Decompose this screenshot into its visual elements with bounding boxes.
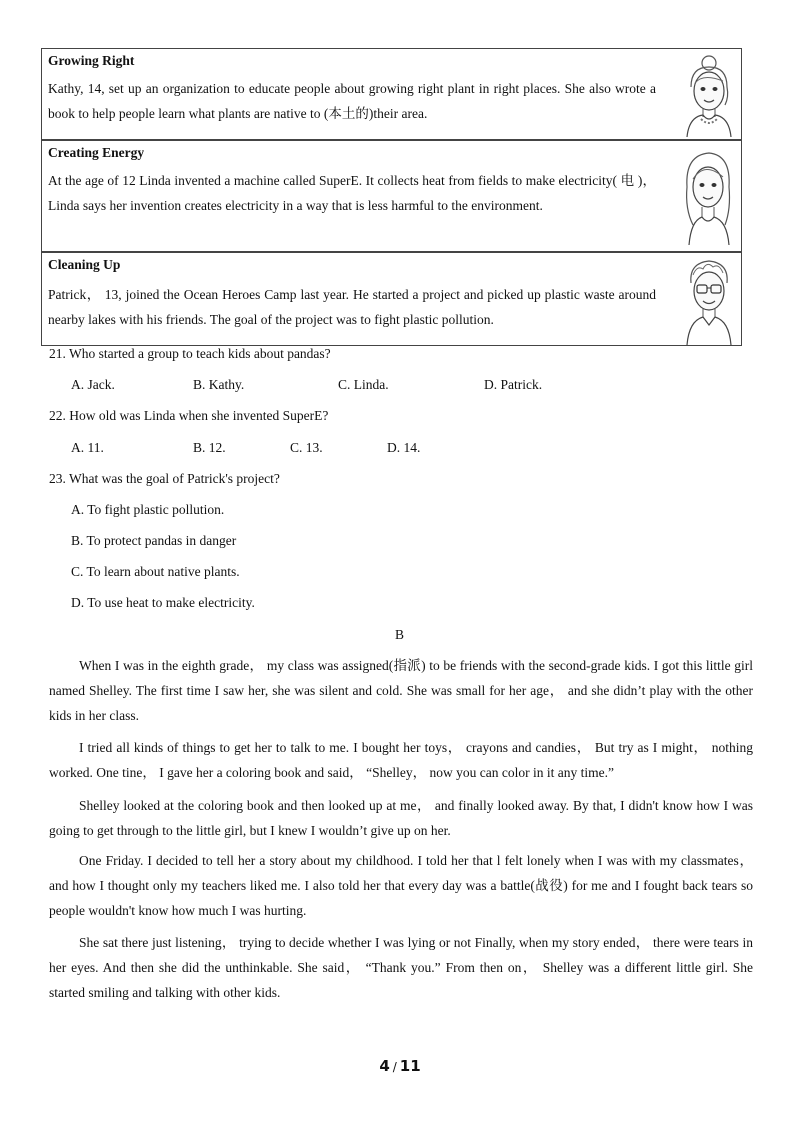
boy-with-glasses-portrait-icon <box>679 255 735 345</box>
page-total: 11 <box>399 1057 421 1075</box>
section-heading: B <box>395 627 405 642</box>
answer-option: C. Linda. <box>338 377 389 392</box>
answer-option: A. Jack. <box>71 377 115 392</box>
answer-option: D. To use heat to make electricity. <box>71 595 255 610</box>
answer-option: A. 11. <box>71 440 104 455</box>
passage-paragraph: I tried all kinds of things to get her to talk to me. I bought her toys， crayons and candies， But try as I might， nothing worked. One tine， I gave her a coloring book and said， “Shelley， now you can color in it any time.” <box>49 740 753 780</box>
profile-growing-right <box>41 48 742 140</box>
profile-text: At the age of 12 Linda invented a machine called SuperE. It collects heat from fields to make electricity( 电 )， Linda says her invention creates electricity in a way that is less harmful to the environment. <box>48 173 656 213</box>
answer-option: D. 14. <box>387 440 421 455</box>
answer-option: D. Patrick. <box>484 377 543 392</box>
answer-option: B. To protect pandas in danger <box>71 533 237 548</box>
profile-text: Kathy, 14, set up an organization to educate people about growing right plant in right places. She also wrote a book to help people learn what plants are native to (本土的)their area. <box>48 81 656 121</box>
question-stem: 22. How old was Linda when she invented SuperE? <box>49 408 329 423</box>
passage-paragraph: She sat there just listening， trying to decide whether I was lying or not Finally, when my story ended， there were tears in her eyes. And then she did the unthinkable. She said， “Thank you.” From then on， Shelley was a different little girl. She started smiling and talking with other kids. <box>49 935 753 1000</box>
question-stem: 23. What was the goal of Patrick's project? <box>49 471 280 486</box>
profile-title: Cleaning Up <box>48 257 121 272</box>
page-current: 4 <box>379 1057 390 1075</box>
girl-long-hair-portrait-icon <box>679 147 735 247</box>
girl-with-bun-portrait-icon <box>679 53 735 137</box>
page-separator: / <box>392 1060 397 1074</box>
answer-option: B. 12. <box>193 440 226 455</box>
profile-title: Growing Right <box>48 53 135 68</box>
question-stem: 21. Who started a group to teach kids about pandas? <box>49 346 331 361</box>
passage-paragraph: Shelley looked at the coloring book and then looked up at me， and finally looked away. By that, I didn't know how I was going to get through to the little girl, but I knew I wouldn’t give up on her. <box>49 798 753 838</box>
profile-title: Creating Energy <box>48 145 145 160</box>
passage-paragraph: One Friday. I decided to tell her a story about my childhood. I told her that l felt lonely when I was with my classmates， and how I thought only my teachers liked me. I also told her that every day was a battle(战役) for me and I fought back tears so people wouldn't know how much I was hurting. <box>49 853 753 918</box>
profile-cleaning-up <box>41 252 742 346</box>
profile-text: Patrick， 13, joined the Ocean Heroes Camp last year. He started a project and picked up plastic waste around nearby lakes with his friends. The goal of the project was to fight plastic pollution. <box>48 287 656 327</box>
answer-option: C. 13. <box>290 440 323 455</box>
profile-creating-energy <box>41 140 742 252</box>
answer-option: B. Kathy. <box>193 377 245 392</box>
passage-paragraph: When I was in the eighth grade， my class was assigned(指派) to be friends with the second-grade kids. I got this little girl named Shelley. The first time I saw her, she was silent and cold. She was small for her age， and she didn’t play with the other kids in her class. <box>49 658 753 723</box>
answer-option: C. To learn about native plants. <box>71 564 240 579</box>
answer-option: A. To fight plastic pollution. <box>71 502 225 517</box>
page-number <box>0 1057 800 1075</box>
